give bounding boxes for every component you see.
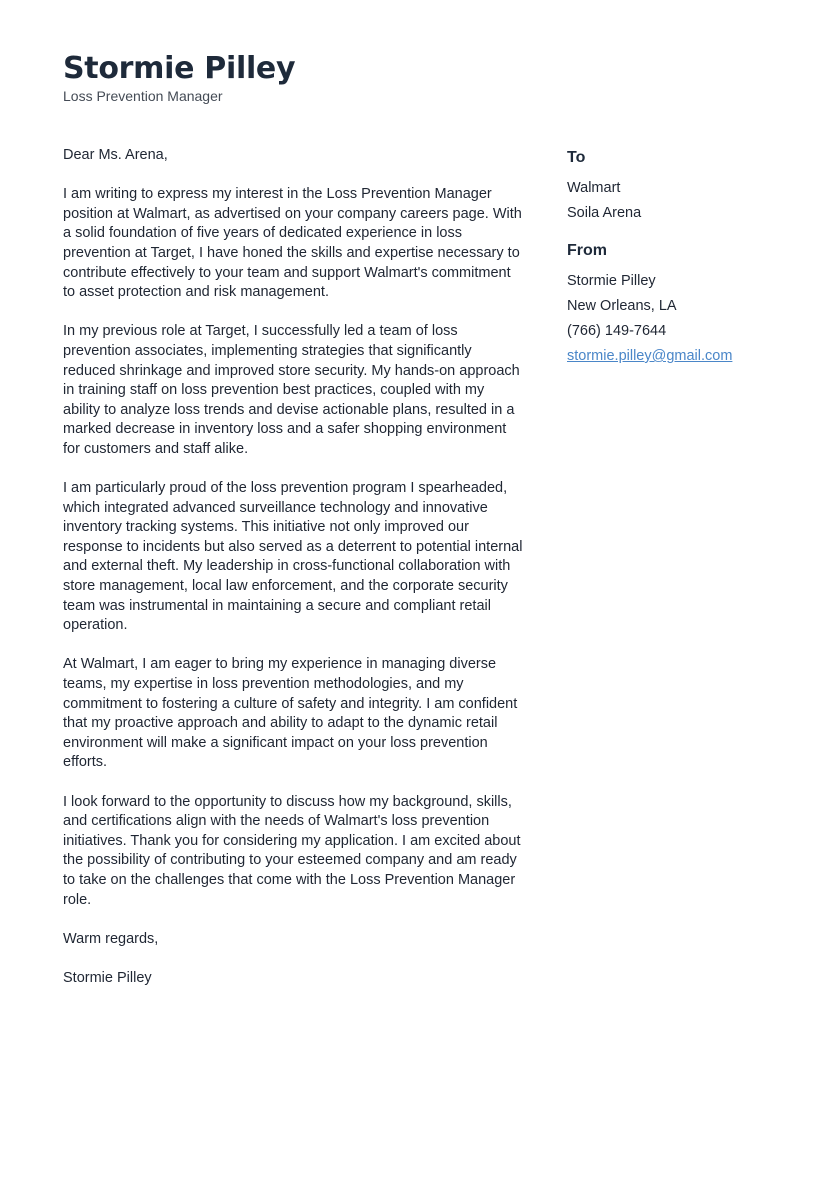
from-heading: From xyxy=(567,242,607,259)
recipient-name: Soila Arena xyxy=(567,205,642,221)
to-heading: To xyxy=(567,149,586,166)
applicant-title: Loss Prevention Manager xyxy=(63,88,223,104)
contact-sidebar xyxy=(567,148,787,384)
sender-email-link[interactable]: stormie.pilley@gmail.com xyxy=(567,348,733,364)
letter-body xyxy=(63,146,525,1008)
letter-paragraph: I look forward to the opportunity to discuss how my background, skills, and certifications align with the needs of Walmart's loss prevention initiatives. Thank you for considering my application. I am excited about the possibility of contributing to your esteemed company and am ready to take on the challenges that come with the Loss Prevention Manager role. xyxy=(63,793,521,908)
letter-paragraph: At Walmart, I am eager to bring my experience in managing diverse teams, my expertise in loss prevention methodologies, and my commitment to fostering a culture of safety and integrity. I am confident that my proactive approach and ability to adapt to the dynamic retail environment will make a significant impact on your loss prevention efforts. xyxy=(63,656,518,771)
letter-signature: Stormie Pilley xyxy=(63,969,152,986)
recipient-section xyxy=(567,148,787,226)
recipient-company: Walmart xyxy=(567,180,621,196)
sender-name: Stormie Pilley xyxy=(567,273,656,289)
letter-paragraph: In my previous role at Target, I successfully led a team of loss prevention associates, implementing strategies that significantly reduced shrinkage and improved store security. My hands-on approach in training staff on loss prevention best practices, coupled with my ability to analyze loss trends and devise actionable plans, resulted in a marked decrease in inventory loss and a safer shopping environment for customers and staff alike. xyxy=(63,323,520,457)
letter-greeting: Dear Ms. Arena, xyxy=(63,147,168,163)
letter-paragraph: I am writing to express my interest in the Loss Prevention Manager position at Walmart, as advertised on your company careers page. With a solid foundation of five years of dedicated experience in loss prevention at Target, I have honed the skills and expertise necessary to contribute effectively to your team and support Walmart's commitment to asset protection and risk management. xyxy=(63,186,522,301)
letter-closing: Warm regards, xyxy=(63,930,159,947)
sender-phone: (766) 149-7644 xyxy=(567,323,667,339)
applicant-name: Stormie Pilley xyxy=(63,51,296,86)
letter-header xyxy=(63,50,763,105)
letter-paragraph: I am particularly proud of the loss prevention program I spearheaded, which integrated advanced surveillance technology and innovative inventory tracking systems. This initiative not only improved our response to incidents but also served as a deterrent to potential internal and external theft. My leadership in cross-functional collaboration with store management, local law enforcement, and the corporate security team was instrumental in maintaining a secure and compliant retail operation. xyxy=(63,480,523,634)
sender-email-row xyxy=(567,344,787,369)
sender-section xyxy=(567,241,787,369)
sender-location: New Orleans, LA xyxy=(567,298,677,314)
